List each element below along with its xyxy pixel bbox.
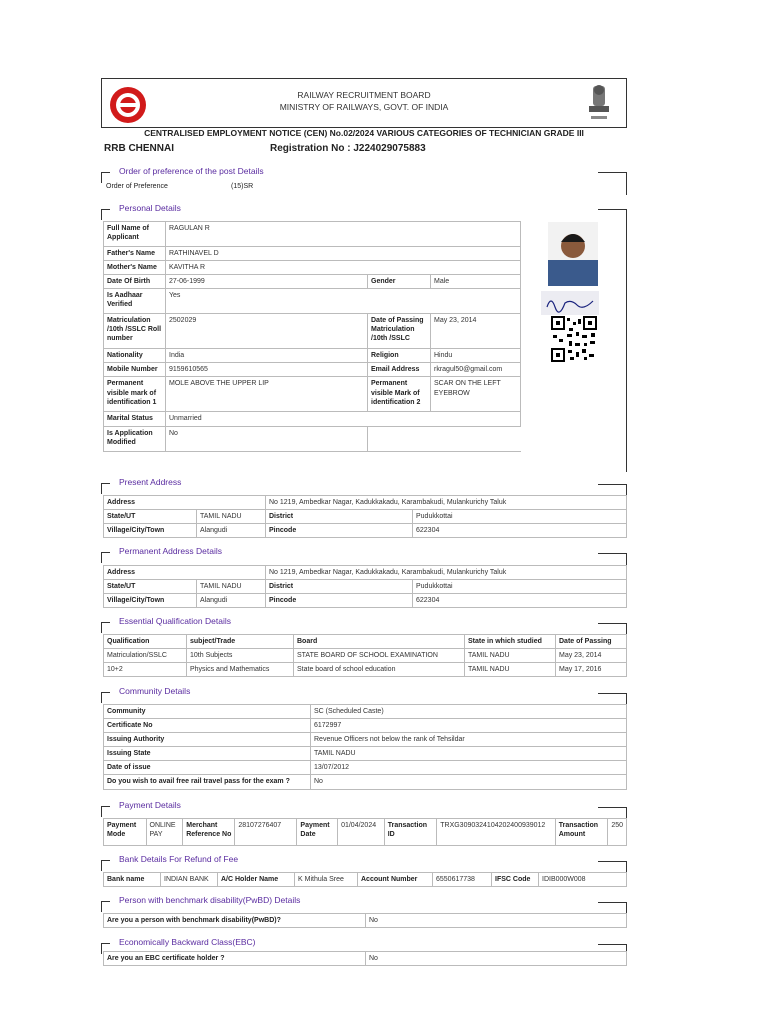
table-row: Date of issue 13/07/2012	[104, 761, 627, 775]
section-title: Present Address	[119, 477, 182, 487]
preference-section	[101, 166, 627, 196]
table-row: Nationality India Religion Hindu	[104, 349, 521, 363]
table-row: Certificate No 6172997	[104, 719, 627, 733]
table-row: Issuing Authority Revenue Officers not below the rank of Tehsildar	[104, 733, 627, 747]
table-row: State/UT TAMIL NADU District Pudukkottai	[104, 510, 627, 524]
applicant-signature-icon	[541, 291, 599, 315]
table-row: 10+2 Physics and Mathematics State board of school education TAMIL NADU May 17, 2016	[104, 663, 627, 677]
personal-table	[103, 221, 521, 452]
ebc-table	[103, 951, 627, 966]
table-row: Village/City/Town Alangudi Pincode 622304	[104, 524, 627, 538]
cen-title: CENTRALISED EMPLOYMENT NOTICE (CEN) No.02/2024 VARIOUS CATEGORIES OF TECHNICIAN GRADE III	[144, 128, 584, 138]
table-row: Is Aadhaar Verified Yes	[104, 289, 521, 314]
section-title: Permanent Address Details	[119, 546, 222, 556]
table-row: Bank name INDIAN BANK A/C Holder Name K Mithula Sree Account Number 6550617738 IFSC Code IDIB000W008	[104, 873, 627, 887]
section-title: Community Details	[119, 686, 191, 696]
table-row: Payment Mode ONLINE PAY Merchant Reference No 28107276407 Payment Date 01/04/2024 Transaction ID TRXG3090324104202400939012 Transaction Amount 250	[104, 819, 627, 846]
payment-section	[101, 800, 627, 820]
table-row: Full Name of Applicant RAGULAN R	[104, 222, 521, 247]
table-row: Marital Status Unmarried	[104, 412, 521, 426]
table-row: State/UT TAMIL NADU District Pudukkottai	[104, 580, 627, 594]
section-title: Order of preference of the post Details	[119, 166, 264, 176]
table-row: Father's Name RATHINAVEL D	[104, 247, 521, 261]
bank-section	[101, 854, 627, 874]
applicant-photo	[548, 222, 598, 286]
table-row: Mobile Number 9159610565 Email Address rkragul50@gmail.com	[104, 363, 521, 377]
table-row: Village/City/Town Alangudi Pincode 622304	[104, 594, 627, 608]
preference-label: Order of Preference	[106, 183, 168, 190]
qr-code-icon	[551, 316, 597, 362]
section-title: Essential Qualification Details	[119, 616, 231, 626]
section-title: Payment Details	[119, 800, 181, 810]
registration-number: Registration No : J224029075883	[270, 143, 426, 154]
table-row: Matriculation /10th /SSLC Roll number 2502029 Date of Passing Matriculation /10th /SSLC May 23, 2014	[104, 314, 521, 349]
table-row: Do you wish to avail free rail travel pass for the exam ? No	[104, 775, 627, 789]
table-row: Are you a person with benchmark disability(PwBD)? No	[104, 914, 627, 928]
table-row: Is Application Modified No	[104, 426, 521, 451]
section-title: Personal Details	[119, 203, 181, 213]
community-section	[101, 686, 627, 706]
table-row: Permanent visible mark of identification 1 MOLE ABOVE THE UPPER LIP Permanent visible Mark of identification 2 SCAR ON THE LEFT EYEBROW	[104, 377, 521, 412]
document-header	[101, 78, 627, 128]
section-title: Bank Details For Refund of Fee	[119, 854, 239, 864]
table-row: Qualification subject/Trade Board State in which studied Date of Passing	[104, 635, 627, 649]
table-row: Community SC (Scheduled Caste)	[104, 705, 627, 719]
table-row: Are you an EBC certificate holder ? No	[104, 952, 627, 966]
bank-table	[103, 872, 627, 887]
pwbd-table	[103, 913, 627, 928]
present-address-section	[101, 477, 627, 497]
community-table	[103, 704, 627, 790]
pwbd-section	[101, 895, 627, 915]
qualification-section	[101, 616, 627, 636]
ministry-name: MINISTRY OF RAILWAYS, GOVT. OF INDIA	[279, 102, 449, 112]
table-row: Mother's Name KAVITHA R	[104, 261, 521, 275]
board-name: RAILWAY RECRUITMENT BOARD	[297, 90, 431, 100]
qualification-table	[103, 634, 627, 677]
table-row: Issuing State TAMIL NADU	[104, 747, 627, 761]
payment-table	[103, 818, 627, 846]
section-title: Economically Backward Class(EBC)	[119, 937, 256, 947]
national-emblem-icon	[582, 82, 616, 126]
present-address-table	[103, 495, 627, 538]
preference-value: (15)SR	[231, 183, 254, 190]
table-row: Date Of Birth 27-06-1999 Gender Male	[104, 275, 521, 289]
rrb-name: RRB CHENNAI	[104, 143, 174, 154]
table-row: Address No 1219, Ambedkar Nagar, Kadukkakadu, Karambakudi, Mulankurichy Taluk	[104, 566, 627, 580]
table-row: Address No 1219, Ambedkar Nagar, Kadukkakadu, Karambakudi, Mulankurichy Taluk	[104, 496, 627, 510]
permanent-address-table	[103, 565, 627, 608]
permanent-address-section	[101, 546, 627, 566]
section-title: Person with benchmark disability(PwBD) Details	[119, 895, 301, 905]
table-row: Matriculation/SSLC 10th Subjects STATE BOARD OF SCHOOL EXAMINATION TAMIL NADU May 23, 2014	[104, 649, 627, 663]
